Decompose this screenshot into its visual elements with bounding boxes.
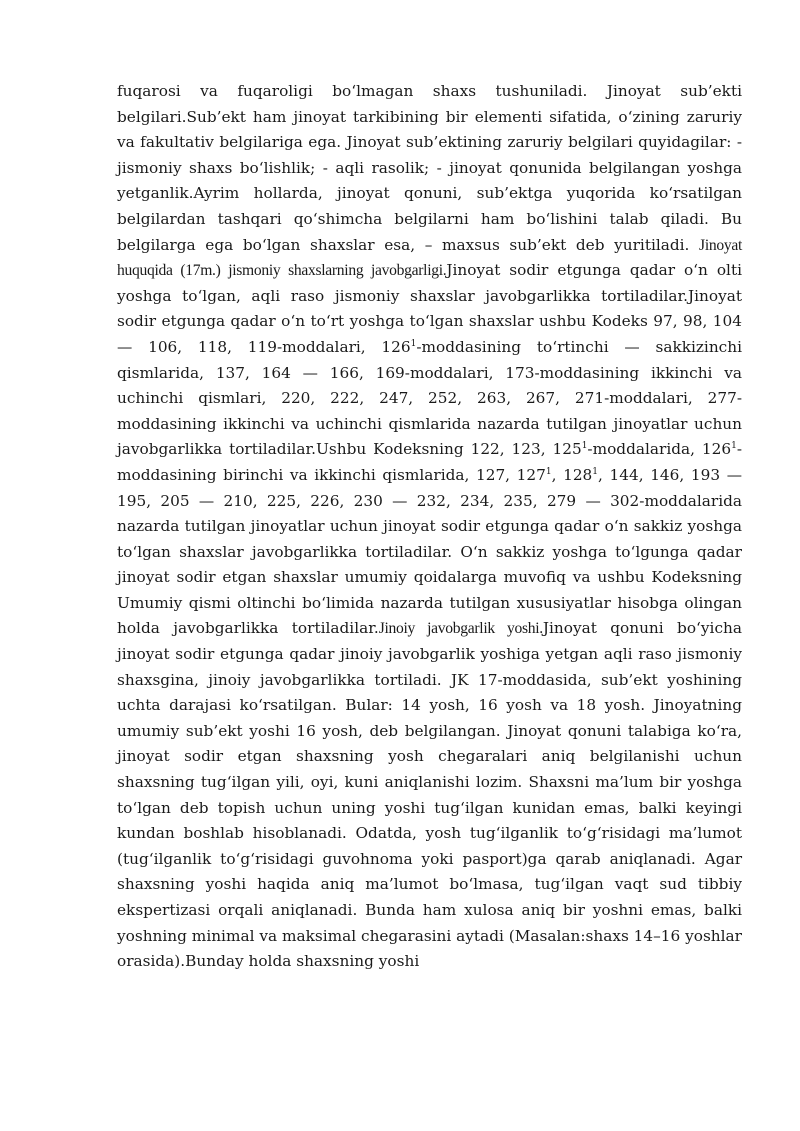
superscript: 1 (545, 466, 552, 477)
text-run: , 144, 146, 193 — 195, 205 — 210, 225, 226, 230 — 232, 234, 235, 279 — 302-moddalarida nazarda tutilgan jinoyatlar uchun jinoyat sodir etgunga qadar o‘n sakkiz yoshga to‘lgan shaxslar javobgarlikka tortiladilar. O‘n sakkiz yoshga to‘lgunga qadar jinoyat sodir etgan shaxslar umumiy qoidalarga muvofiq va ushbu Kodeksning Umumiy qismi oltinchi bo‘limida nazarda tutilgan xususiyatlar hisobga olingan holda javobgarlikka tortiladilar. (117, 465, 742, 638)
superscript: 1 (581, 441, 588, 452)
text-run: -moddasining birinchi va ikkinchi qismlarida, 127, 127 (117, 440, 742, 484)
text-run: Jinoyat sodir etgunga qadar o‘n olti yoshga to‘lgan, aqli raso jismoniy shaxslar javobgarlikka tortiladilar.Jinoyat sodir etgunga qadar o‘n to‘rt yoshga to‘lgan shaxslar ushbu Kodeks 97, 98, 104 — 106, 118, 119-moddalari, 126 (117, 261, 742, 356)
inline-heading-liability: Jinoyat huquqida (17m.) jismoniy shaxslarning javobgarligi. (117, 236, 742, 280)
text-run: -moddalarida, 126 (587, 440, 732, 459)
text-run: Jinoyat qonuni bo‘yicha jinoyat sodir etgunga qadar jinoiy javobgarlik yoshiga yetgan aqli raso jismoniy shaxsgina, jinoiy javobgarlikka tortiladi. JK 17-moddasida, sub’ekt yoshining uchta darajasi ko‘rsatilgan. Bular: 14 yosh, 16 yosh va 18 yosh. Jinoyatning umumiy sub’ekt yoshi 16 yosh, deb belgilangan. Jinoyat qonuni talabiga ko‘ra, jinoyat sodir etgan shaxsning yosh chegaralari aniq belgilanishi uchun shaxsning tug‘ilgan yili, oyi, kuni aniqlanishi lozim. Shaxsni ma’lum bir yoshga to‘lgan deb topish uchun uning yoshi tug‘ilgan kunidan emas, balki keyingi kundan boshlab hisoblanadi. Odatda, yosh tug‘ilganlik to‘g‘risidagi ma’lumot (tug‘ilganlik to‘g‘risidagi guvohnoma yoki pasport)ga qarab aniqlanadi. Agar shaxsning yoshi haqida aniq ma’lumot bo‘lmasa, tug‘ilgan vaqt sud tibbiy ekspertizasi orqali aniqlanadi. Bunda ham xulosa aniq bir yoshni emas, balki yoshning minimal va maksimal chegarasini aytadi (Masalan:shaxs 14–16 yoshlar orasida).Bunday holda shaxsning yoshi (117, 619, 742, 971)
text-run: , 128 (551, 465, 593, 484)
superscript: 1 (592, 466, 599, 477)
document-page (117, 79, 742, 975)
superscript: 1 (410, 338, 417, 349)
text-run: -moddasining to‘rtinchi — sakkizinchi qismlarida, 137, 164 — 166, 169-moddalari, 173-moddasining ikkinchi va uchinchi qismlari, 220, 222, 247, 252, 263, 267, 271-moddalari, 277-moddasining ikkinchi va uchinchi qismlarida nazarda tutilgan jinoyatlar uchun javobgarlikka tortiladilar.Ushbu Kodeksning 122, 123, 125 (117, 337, 742, 459)
text-run: fuqarosi va fuqaroligi bo‘lmagan shaxs tushuniladi. Jinoyat sub’ekti belgilari.Sub’ekt ham jinoyat tarkibining bir elementi sifatida, o‘zining zaruriy va fakultativ belgilariga ega. Jinoyat sub’ektining zaruriy belgilari quyidagilar: - jismoniy shaxs bo‘lishlik; - aqli rasolik; - jinoyat qonunida belgilangan yoshga yetganlik.Ayrim hollarda, jinoyat qonuni, sub’ektga yuqorida ko‘rsatilgan belgilardan tashqari qo‘shimcha belgilarni ham bo‘lishini talab qiladi. Bu belgilarga ega bo‘lgan shaxslar esa, – maxsus sub’ekt deb yuritiladi. (117, 82, 742, 254)
superscript: 1 (731, 441, 737, 452)
inline-heading-age: Jinoiy javobgarlik yoshi. (378, 620, 543, 638)
body-paragraph (117, 79, 742, 975)
